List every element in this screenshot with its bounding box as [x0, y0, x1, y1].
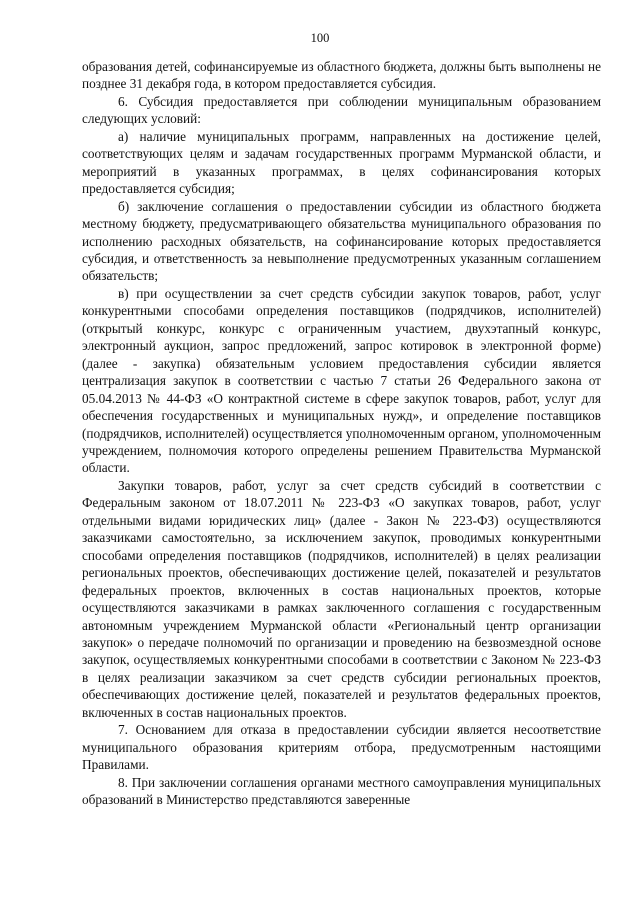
paragraph-procurement: Закупки товаров, работ, услуг за счет средств субсидий в соответствии с Федеральным законом от 18.07.2011 № 223-ФЗ «О закупках товаров, работ, услуг отдельными видами юридических лиц» (далее - Закон № 223-ФЗ) осуществляются заказчиками самостоятельно, за исключением закупок, проводимых конкурентными способами определения поставщиков (подрядчиков, исполнителей) в целях реализации региональных проектов, обеспечивающих достижение целей, показателей и результатов федеральных проектов, включенных в состав национальных проектов, которые осуществляются заказчиками в рамках заключенного соглашения с государственным автономным учреждением Мурманской области «Региональный центр организации закупок» о передаче полномочий по организации и проведению на безвозмездной основе закупок, осуществляемых конкурентными способами в соответствии с Законом № 223-ФЗ в целях реализации заказчиком за счет средств субсидии региональных проектов, обеспечивающих достижение целей, показателей и результатов федеральных проектов, включенных в состав национальных проектов. [82, 477, 601, 720]
document-body [82, 58, 601, 808]
paragraph-continuation: образования детей, софинансируемые из областного бюджета, должны быть выполнены не позднее 31 декабря года, в котором предоставляется субсидия. [82, 59, 601, 92]
paragraph-condition-b: б) заключение соглашения о предоставлении субсидии из областного бюджета местному бюджету, предусматривающего обязательства муниципального образования по исполнению расходных обязательств, на софинансирование которых предоставляется субсидия, и ответственность за невыполнение предусмотренных указанным соглашением обязательств; [82, 198, 601, 284]
paragraph-condition-v: в) при осуществлении за счет средств субсидии закупок товаров, работ, услуг конкурентными способами определения поставщиков (подрядчиков, исполнителей) (открытый конкурс, конкурс с ограниченным участием, двухэтапный конкурс, электронный аукцион, запрос предложений, запрос котировок в электронной форме) (далее - закупка) обязательным условием предоставления субсидии является централизация закупок в соответствии с частью 7 статьи 26 Федерального закона от 05.04.2013 № 44-ФЗ «О контрактной системе в сфере закупок товаров, работ, услуг для обеспечения государственных и муниципальных нужд», и определение поставщиков (подрядчиков, исполнителей) осуществляется уполномоченным органом, уполномоченным учреждением, полномочия которого определены решением Правительства Мурманской области. [82, 285, 601, 476]
page-number: 100 [310, 31, 330, 45]
paragraph-item-6: 6. Субсидия предоставляется при соблюдении муниципальным образованием следующих условий: [82, 93, 601, 127]
paragraph-item-8: 8. При заключении соглашения органами местного самоуправления муниципальных образований в Министерство представляются заверенные [82, 774, 601, 808]
paragraph-item-7: 7. Основанием для отказа в предоставлении субсидии является несоответствие муниципального образования критериям отбора, предусмотренным настоящими Правилами. [82, 722, 601, 773]
paragraph-condition-a: а) наличие муниципальных программ, направленных на достижение целей, соответствующих целям и задачам государственных программ Мурманской области, и мероприятий в указанных программах, в целях софинансирования которых предоставляется субсидия; [82, 128, 601, 197]
